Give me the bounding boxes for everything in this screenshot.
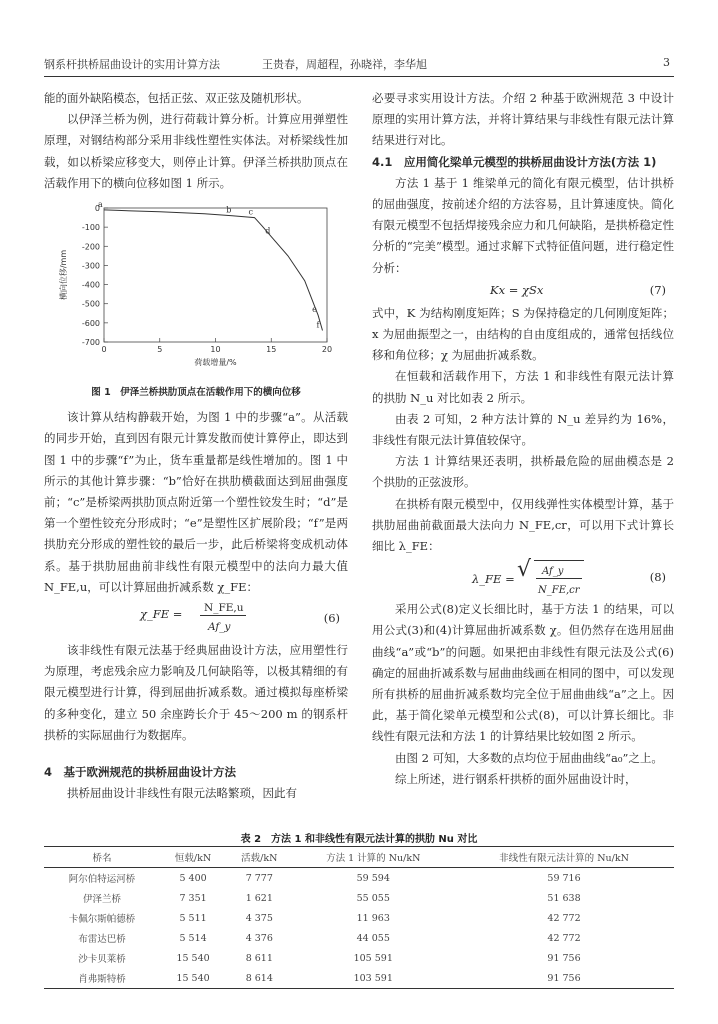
table-cell: 11 963 [356,912,390,924]
table-header-row [44,847,674,868]
paragraph: 方法 1 计算结果还表明，拱桥最危险的屈曲模态是 2 个拱肋的正弦波形。 [372,454,674,490]
x-axis-label: 荷载增量/% [194,358,237,368]
table-cell: 55 055 [356,892,390,904]
table-cell: 105 591 [353,952,393,964]
paragraph: 该计算从结构静载开始，为图 1 中的步骤“a”。从活载的同步开始，直到因有限元计算发散而使计算停止，即达到图 1 中的步骤“f”为止，货车重量都是线性增加的。图 1 中所示的其他计算步骤：“b”恰好在拱肋横截面达到屈曲强度前；“c”是桥梁两拱肋顶点附近第一个塑性铰发生时；“d”是第一个塑性铰充分形成时；“e”是塑性区扩展阶段；“f”是两拱肋充分形成的塑性铰的最后一步，此后桥梁将变成机动体系。基于拱肋屈曲前非线性有限元模型中的法向力最大值 N_FE,u，可以计算屈曲折减系数 χ_FE： [44,410,348,594]
y-tick-label: -200 [81,242,100,252]
paragraph: 采用公式(8)定义长细比时，基于方法 1 的结果，可以用公式(3)和(4)计算屈曲折减系数 χ。但仍然存在选用屈曲曲线“a”或“b”的问题。如果把由非线性有限元法及公式(6)确定的屈曲折减系数与屈曲曲线画在相同的图中，可以发现所有拱桥的屈曲折减系数均完全位于屈曲曲线“a”之上。因此，基于简化梁单元模型和公式(8)，可以计算长细比。非线性有限元法和方法 1 的计算结果比较如图 2 所示。 [372,602,674,744]
table-cell: 42 772 [547,932,581,944]
table-cell: 4 376 [245,932,273,944]
table-cell: 卡佩尔斯帕德桥 [68,914,136,925]
y-tick-label: -400 [81,280,100,290]
paragraph: 拱桥屈曲设计非线性有限元法略繁琐，因此有 [67,786,297,801]
eq8-numerator: Af_y [542,566,564,578]
paragraph: 在拱桥有限元模型中，仅用线弹性实体模型计算，基于拱肋屈曲前截面最大法向力 N_FE,cr，可以用下式计算长细比 λ_FE： [372,496,674,554]
equation-7 [372,279,674,303]
eq7-number: (7) [649,282,666,297]
eq6-denominator: Af_y [208,621,231,634]
equation-8 [372,557,674,599]
step-label: d [265,226,271,236]
table-cell: 59 594 [356,872,390,884]
running-authors: 王贵春，周超程，孙晓祥，李华旭 [262,58,427,71]
table-cell: 沙卡贝莱桥 [78,954,126,965]
table-cell: 15 540 [160,968,226,989]
table-cell: 44 055 [356,932,390,944]
paragraph: 必要寻求实用设计方法。介绍 2 种基于欧洲规范 3 中设计原理的实用计算方法，并将计算结果与非线性有限元法计算结果进行对比。 [372,91,674,148]
table-cell: 1 621 [245,892,273,904]
eq8-fraction-bar [536,578,582,579]
x-tick-label: 10 [210,345,221,355]
y-tick-label: -300 [81,261,100,271]
step-label: c [248,207,254,217]
table-cell: 91 756 [547,952,581,964]
paragraph: 该非线性有限元法基于经典屈曲设计方法，应用塑性行为原理，考虑残余应力影响及几何缺陷等，以极其精细的有限元模型进行计算，得到屈曲折减系数。通过模拟每座桥梁的多种变化，建立 50 余座跨长介于 45～200 m 的钢系杆拱桥的实际屈曲行为数据库。 [44,643,348,742]
table-cell: 5 511 [179,912,207,924]
figure-1 [52,200,342,376]
x-tick-label: 20 [321,345,333,355]
table-header-cell: 方法 1 计算的 Nu/kN [292,847,454,868]
right-column [372,88,674,790]
table-row [44,928,674,948]
y-tick-label: 0 [94,204,100,214]
paragraph: 以伊泽兰桥为例，进行荷载计算分析。计算应用弹塑性原理，对钢结构部分采用非线性塑性实体法。对桥梁线性加载，如以桥梁应移变大，则停止计算。伊泽兰桥拱肋顶点在活载作用下的横向位移如图 1 所示。 [44,112,348,190]
paragraph: 综上所述，进行钢系杆拱桥的面外屈曲设计时， [395,771,637,786]
x-tick-label: 5 [157,345,163,355]
y-tick-label: -500 [81,299,100,309]
eq6-numerator: N_FE,u [204,602,244,615]
table-cell: 8 611 [245,952,273,964]
displacement-series-line [104,207,323,331]
paragraph: 由表 2 可知，2 种方法计算的 N_u 差异约为 16%，非线性有限元法计算值较保守。 [372,411,674,448]
table-row [44,888,674,908]
x-tick-label: 0 [101,345,107,355]
table-cell: 伊泽兰桥 [82,894,121,905]
paragraph: 能的面外缺陷模态，包括正弦、双正弦及随机形状。 [44,91,309,105]
paragraph: 由图 2 可知，大多数的点均位于屈曲曲线“a₀”之上。 [395,750,663,765]
page-number: 3 [663,56,670,69]
figure-caption: 图 1 伊泽兰桥拱肋顶点在活载作用下的横向位移 [91,387,301,399]
table-cell: 15 540 [176,952,210,964]
eq6-number: (6) [323,611,340,626]
table-cell: 5 400 [179,872,207,884]
table-caption: 表 2 方法 1 和非线性有限元法计算的拱肋 Nu 对比 [240,834,478,845]
table-cell: 4 375 [245,912,273,924]
header-rule [44,76,674,77]
table-row [44,968,674,989]
section-heading-4-1: 4.1 应用简化梁单元模型的拱桥屈曲设计方法(方法 1) [372,154,657,169]
step-label: a [98,200,103,209]
running-title: 钢系杆拱桥屈曲设计的实用计算方法 [44,58,220,71]
plot-frame [104,205,327,342]
step-label: b [226,205,232,215]
table-cell: 42 772 [547,912,581,924]
x-tick-label: 15 [266,345,277,355]
paragraph: 方法 1 基于 1 维梁单元的简化有限元模型，估计拱桥的屈曲强度，按前述介绍的方法容易，且计算速度快。简化有限元模型不包括焊接残余应力和几何缺陷，是拱桥稳定性分析的“完美”模型。通过求解下式特征值问题，进行稳定性分析： [372,175,674,275]
step-label: e [312,305,317,315]
eq8-denominator: N_FE,cr [538,585,580,597]
section-heading-4: 4 基于欧洲规范的拱桥屈曲设计方法 [44,765,236,780]
y-tick-label: -100 [81,223,100,233]
paragraph: 式中，K 为结构刚度矩阵；S 为保持稳定的几何刚度矩阵；x 为屈曲振型之一，由结构的自由度组成的，通常包括线位移和角位移；χ 为屈曲折减系数。 [372,305,674,363]
table-header-cell: 桥名 [44,847,160,868]
table-header-cell: 恒载/kN [160,847,226,868]
table-cell: 59 716 [547,872,581,884]
table-cell: 肖弗斯特桥 [44,968,160,989]
eq8-number: (8) [649,570,666,585]
sqrt-icon: √ [517,557,532,583]
table-header-cell: 非线性有限元法计算的 Nu/kN [454,847,674,868]
paragraph: 在恒载和活载作用下，方法 1 和非线性有限元法计算的拱肋 N_u 对比如表 2 所示。 [372,369,674,405]
y-tick-label: -700 [81,338,100,348]
table-row [44,948,674,968]
equation-6 [44,598,348,640]
step-label: f [316,320,320,330]
table-cell: 8 614 [226,968,292,989]
table-row [44,908,674,928]
table-cell: 103 591 [292,968,454,989]
table-2 [44,846,674,989]
table-cell: 5 514 [179,932,207,944]
table-row [44,868,674,889]
table-cell: 阿尔伯特运河桥 [68,874,136,885]
eq7-body: Kx = χSx [490,282,544,297]
displacement-chart [52,200,342,370]
y-tick-label: -600 [81,318,100,328]
left-column [44,88,348,804]
table-cell: 7 351 [179,892,207,904]
eq6-fraction-bar [200,615,246,616]
eq6-lhs: χ_FE = [140,607,183,622]
table-cell: 布雷达巴桥 [78,934,126,945]
table-cell: 51 638 [547,892,581,904]
eq8-lhs: λ_FE = [472,572,515,587]
table-cell: 91 756 [454,968,674,989]
y-axis-label: 横向位移/mm [59,249,68,301]
table-header-cell: 活载/kN [226,847,292,868]
table-cell: 7 777 [245,872,273,884]
